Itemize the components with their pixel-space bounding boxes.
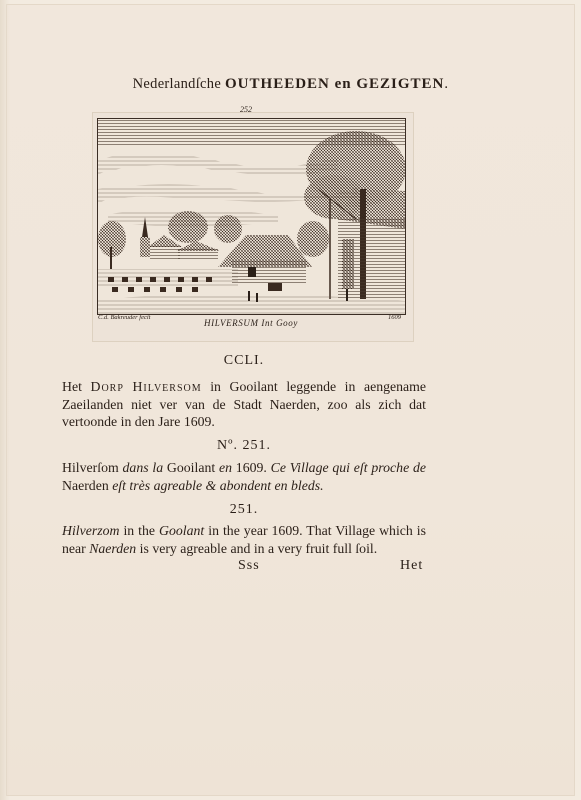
plate-number: 252 — [240, 105, 252, 114]
french-c: Gooilant — [163, 460, 219, 475]
french-g: Naerden — [62, 477, 113, 493]
french-a: Hilverſom — [62, 460, 123, 475]
english-d: in the year 1609. That Village which is near — [62, 523, 426, 556]
french-b: dans la — [122, 460, 164, 475]
french-f: Ce Village qui eſt proche de — [270, 460, 427, 475]
plate-caption: HILVERSUM Int Gooy — [204, 318, 298, 328]
signature-mark: Sss — [238, 558, 260, 573]
page-header — [0, 76, 581, 93]
dutch-hilversom: Hilversom — [132, 379, 202, 394]
french-paragraph — [62, 459, 426, 494]
english-a: Hilverzom — [62, 523, 120, 538]
dutch-paragraph — [62, 378, 426, 431]
french-d: en — [218, 460, 233, 475]
dutch-part1: Het — [62, 379, 91, 394]
header-suffix: . — [444, 76, 449, 92]
page-edge — [0, 0, 10, 800]
dutch-dorp: Dorp — [90, 379, 124, 394]
english-b: in the — [119, 523, 160, 538]
plate-year: 1609 — [388, 314, 401, 321]
engraver-credit: C.d. Bakreuder fecit — [98, 314, 151, 321]
english-paragraph — [62, 522, 426, 557]
french-heading: Nº. 251. — [217, 438, 271, 453]
dutch-rest: in Gooilant leggende in aengename Zaeilanden niet ver van de Stadt Naerden, zoo als zich dat vertoonde in den Jare 1609. — [62, 379, 427, 429]
english-heading: 251. — [229, 502, 259, 517]
catchword: Het — [400, 558, 424, 573]
english-e: Naerden — [89, 540, 137, 556]
header-prefix: Nederlandſche — [132, 76, 226, 92]
section-numeral: CCLI. — [223, 353, 265, 368]
french-e: 1609. — [232, 460, 271, 475]
english-c: Goolant — [159, 523, 205, 538]
english-f: is very agreable and in a very fruit full ſoil. — [136, 540, 378, 556]
engraving-image — [97, 118, 406, 315]
header-title: OUTHEEDEN en GEZIGTEN — [225, 76, 445, 92]
french-h: eſt très agreable & abondent en bleds. — [112, 477, 324, 493]
